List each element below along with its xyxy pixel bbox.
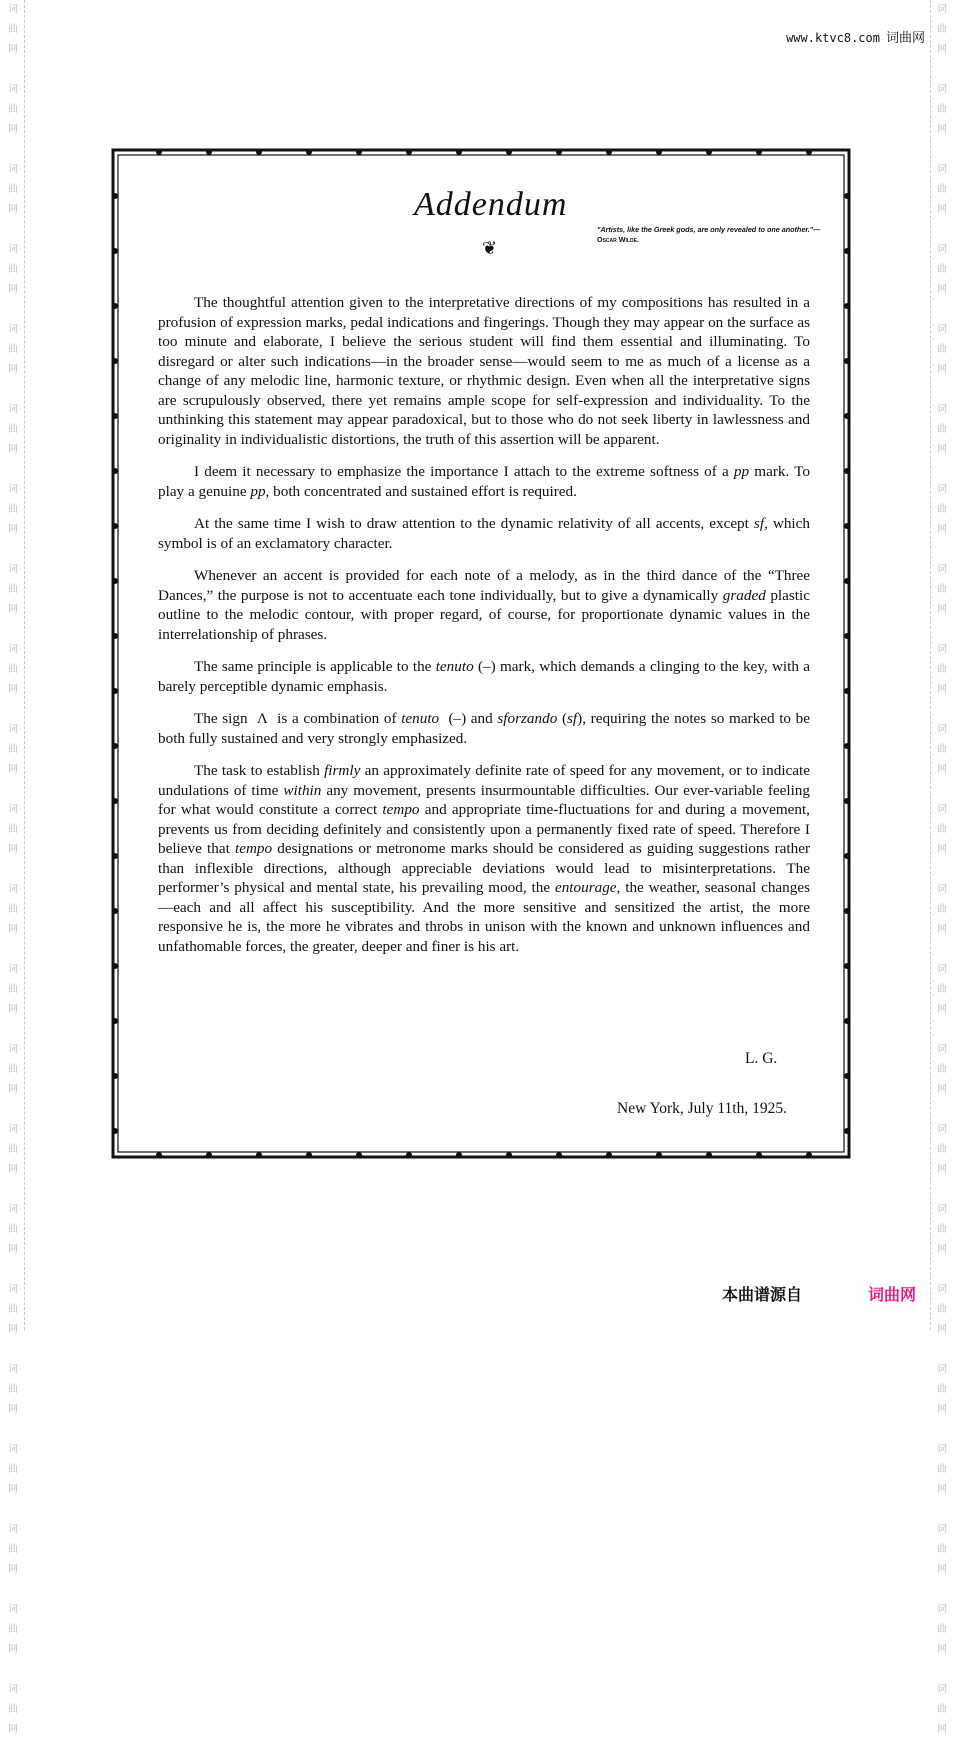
watermark-glyph: 网 — [8, 44, 18, 55]
watermark-glyph: 网 — [937, 604, 947, 615]
watermark-glyph: 词 — [8, 964, 18, 975]
paragraph: I deem it necessary to emphasize the importance I attach to the extreme softness of a pp mark. To play a genuine pp, both concentrated and sustained effort is required. — [158, 463, 810, 500]
watermark-glyph: 网 — [8, 1004, 18, 1015]
watermark-glyph: 曲 — [8, 1304, 18, 1315]
watermark-glyph: 网 — [8, 524, 18, 535]
watermark-glyph-group — [937, 80, 947, 140]
watermark-glyph: 网 — [8, 1084, 18, 1095]
border-knot — [112, 798, 118, 804]
watermark-glyph: 网 — [8, 1244, 18, 1255]
watermark-glyph: 曲 — [937, 1304, 947, 1315]
watermark-glyph: 词 — [8, 484, 18, 495]
watermark-glyph: 网 — [8, 1724, 18, 1735]
watermark-glyph: 曲 — [937, 824, 947, 835]
watermark-glyph: 词 — [8, 164, 18, 175]
watermark-glyph: 曲 — [8, 824, 18, 835]
border-knot — [112, 193, 118, 199]
watermark-glyph: 网 — [8, 1404, 18, 1415]
border-knot — [844, 743, 850, 749]
watermark-glyph: 曲 — [937, 264, 947, 275]
watermark-glyph: 网 — [8, 204, 18, 215]
watermark-glyph: 曲 — [937, 1144, 947, 1155]
watermark-glyph: 词 — [937, 84, 947, 95]
watermark-glyph-group — [937, 480, 947, 540]
paragraph: The thoughtful attention given to the interpretative directions of my compositions has resulted in a profusion of expression marks, pedal indications and fingerings. Though they may appear on the surface as too minute and elaborate, I believe the serious student will find them essential and illuminating. To disregard or alter such indications—in the broader sense—would seem to me as much of a license as a change of any melodic line, harmonic texture, or rhythmic design. Even when all the interpretative signs are scrupulously observed, there yet remains ample scope for self-expression and individuality. To the unthinking this statement may appear paradoxical, but to those who do not seek liberty in lawlessness and originality in individualistic distortions, the truth of this assertion will be apparent. — [158, 294, 810, 448]
border-knot — [112, 468, 118, 474]
border-knot — [556, 1152, 562, 1158]
watermark-glyph-group — [937, 400, 947, 460]
watermark-glyph: 曲 — [937, 1064, 947, 1075]
watermark-glyph: 曲 — [937, 504, 947, 515]
watermark-glyph-group — [937, 1200, 947, 1260]
watermark-glyph: 曲 — [8, 904, 18, 915]
watermark-glyph: 网 — [937, 1564, 947, 1575]
watermark-glyph: 网 — [937, 364, 947, 375]
watermark-glyph-group — [937, 960, 947, 1020]
border-knot — [112, 1128, 118, 1134]
watermark-glyph: 曲 — [8, 664, 18, 675]
watermark-glyph: 网 — [937, 124, 947, 135]
watermark-glyph-group — [8, 560, 18, 620]
watermark-glyph-group — [937, 880, 947, 940]
watermark-glyph-group — [8, 880, 18, 940]
border-knot — [156, 149, 162, 155]
header-watermark — [786, 27, 925, 46]
watermark-glyph-group — [937, 1360, 947, 1420]
watermark-glyph: 词 — [937, 1444, 947, 1455]
border-knot — [844, 798, 850, 804]
border-knot — [756, 1152, 762, 1158]
watermark-glyph: 网 — [8, 364, 18, 375]
border-knot — [112, 248, 118, 254]
watermark-glyph-group — [937, 1520, 947, 1580]
watermark-glyph: 词 — [8, 1444, 18, 1455]
watermark-glyph-group — [937, 1040, 947, 1100]
watermark-glyph: 词 — [8, 1284, 18, 1295]
border-knot — [656, 149, 662, 155]
watermark-glyph: 词 — [8, 324, 18, 335]
watermark-glyph: 曲 — [8, 344, 18, 355]
watermark-glyph: 网 — [937, 1084, 947, 1095]
watermark-glyph-group — [8, 1040, 18, 1100]
watermark-glyph: 曲 — [8, 1464, 18, 1475]
watermark-glyph: 网 — [8, 284, 18, 295]
border-knot — [112, 908, 118, 914]
watermark-glyph: 网 — [8, 764, 18, 775]
border-knot — [606, 149, 612, 155]
watermark-glyph: 词 — [8, 84, 18, 95]
watermark-glyph: 词 — [937, 164, 947, 175]
watermark-glyph-group — [937, 640, 947, 700]
border-knot — [606, 1152, 612, 1158]
watermark-glyph: 词 — [937, 4, 947, 15]
watermark-glyph: 词 — [937, 724, 947, 735]
watermark-glyph-group — [937, 160, 947, 220]
border-knot — [112, 523, 118, 529]
border-knot — [844, 303, 850, 309]
watermark-glyph: 网 — [937, 1004, 947, 1015]
watermark-glyph: 曲 — [937, 1704, 947, 1715]
border-knot — [406, 1152, 412, 1158]
body-text — [158, 293, 810, 969]
watermark-glyph: 网 — [8, 1484, 18, 1495]
watermark-glyph-group — [8, 240, 18, 300]
watermark-glyph: 词 — [8, 804, 18, 815]
watermark-glyph: 网 — [8, 444, 18, 455]
epigraph-author: Oscar Wilde. — [597, 235, 639, 244]
watermark-glyph: 曲 — [8, 744, 18, 755]
border-knot — [844, 908, 850, 914]
watermark-glyph: 词 — [937, 1204, 947, 1215]
source-label: 本曲谱源自 — [722, 1285, 803, 1304]
watermark-glyph: 曲 — [8, 184, 18, 195]
border-knot — [256, 1152, 262, 1158]
border-knot — [112, 963, 118, 969]
watermark-glyph-group — [937, 1440, 947, 1500]
border-knot — [806, 1152, 812, 1158]
watermark-glyph: 曲 — [937, 664, 947, 675]
watermark-glyph: 词 — [8, 1604, 18, 1615]
watermark-glyph: 曲 — [8, 1384, 18, 1395]
border-knot — [112, 303, 118, 309]
watermark-glyph-group — [937, 320, 947, 380]
watermark-glyph: 网 — [937, 444, 947, 455]
watermark-glyph-group — [8, 400, 18, 460]
watermark-glyph-group — [937, 1120, 947, 1180]
border-knot — [844, 248, 850, 254]
watermark-glyph: 词 — [8, 1684, 18, 1695]
border-knot — [112, 688, 118, 694]
watermark-glyph-group — [8, 960, 18, 1020]
border-knot — [844, 578, 850, 584]
border-knot — [656, 1152, 662, 1158]
watermark-glyph: 词 — [937, 884, 947, 895]
border-knot — [844, 963, 850, 969]
page-title: Addendum — [414, 186, 568, 223]
watermark-glyph-group — [937, 800, 947, 860]
paragraph: The task to establish firmly an approximately definite rate of speed for any movement, or to indicate undulations of time within any movement, presents insurmountable difficulties. Our ever-variable feeling for what would constitute a correct tempo and appropriate time-fluctuations for and during a movement, prevents us from deciding definitely and consistently upon a permanently fixed rate of speed. Therefore I believe that tempo designations or metronome marks should be considered as guiding suggestions rather than inflexible directions, although appreciable deviations would lead to misinterpretations. The performer’s physical and mental state, his prevailing mood, the entourage, the weather, seasonal changes—each and all affect his susceptibility. And the more sensitive and sensitized the artist, the more responsive he is, the more he vibrates and throbs in unison with the known and unknown influences and unfathomable forces, the greater, deeper and finer is his art. — [158, 762, 810, 955]
border-knot — [806, 149, 812, 155]
watermark-glyph-group — [8, 1440, 18, 1500]
watermark-glyph: 词 — [8, 404, 18, 415]
watermark-glyph: 词 — [937, 244, 947, 255]
watermark-glyph: 网 — [8, 924, 18, 935]
watermark-glyph-group — [8, 320, 18, 380]
site-url: www.ktvc8.com — [786, 31, 880, 45]
watermark-glyph: 曲 — [937, 744, 947, 755]
watermark-glyph: 网 — [8, 684, 18, 695]
watermark-glyph-group — [8, 1280, 18, 1340]
watermark-glyph: 网 — [937, 684, 947, 695]
watermark-glyph-group — [8, 1680, 18, 1740]
watermark-glyph: 词 — [8, 244, 18, 255]
watermark-glyph: 曲 — [937, 1624, 947, 1635]
watermark-glyph-group — [8, 720, 18, 780]
watermark-glyph-group — [8, 800, 18, 860]
watermark-glyph: 词 — [937, 644, 947, 655]
watermark-glyph-group — [8, 1600, 18, 1660]
watermark-glyph-group — [8, 160, 18, 220]
border-knot — [206, 1152, 212, 1158]
watermark-glyph: 词 — [937, 964, 947, 975]
border-knot — [356, 1152, 362, 1158]
watermark-glyph: 曲 — [8, 264, 18, 275]
watermark-glyph: 词 — [937, 1044, 947, 1055]
watermark-glyph: 词 — [937, 1284, 947, 1295]
watermark-glyph-group — [937, 0, 947, 60]
border-knot — [306, 1152, 312, 1158]
watermark-glyph: 网 — [8, 604, 18, 615]
epigraph-quote: "Artists, like the Greek gods, are only revealed to one another."— — [597, 225, 821, 234]
watermark-glyph-group — [937, 1680, 947, 1740]
watermark-glyph: 词 — [8, 724, 18, 735]
watermark-glyph: 曲 — [8, 984, 18, 995]
watermark-glyph: 网 — [8, 1164, 18, 1175]
border-knot — [112, 413, 118, 419]
watermark-glyph: 网 — [937, 1724, 947, 1735]
border-knot — [506, 1152, 512, 1158]
watermark-glyph: 网 — [937, 1484, 947, 1495]
border-knot — [844, 1128, 850, 1134]
watermark-glyph: 曲 — [937, 104, 947, 115]
watermark-glyph: 网 — [8, 1644, 18, 1655]
watermark-glyph-group — [937, 1280, 947, 1340]
border-knot — [506, 149, 512, 155]
border-knot — [306, 149, 312, 155]
watermark-glyph-group — [8, 0, 18, 60]
watermark-glyph: 词 — [937, 1524, 947, 1535]
watermark-glyph: 词 — [937, 1684, 947, 1695]
watermark-glyph: 词 — [937, 484, 947, 495]
watermark-glyph: 曲 — [8, 1704, 18, 1715]
border-knot — [844, 358, 850, 364]
border-knot — [112, 358, 118, 364]
watermark-glyph: 词 — [937, 324, 947, 335]
watermark-glyph: 词 — [937, 564, 947, 575]
ornament-icon: ❦ — [482, 238, 498, 258]
watermark-glyph: 网 — [8, 844, 18, 855]
watermark-glyph: 曲 — [8, 424, 18, 435]
watermark-glyph: 曲 — [937, 584, 947, 595]
epigraph — [597, 225, 822, 245]
watermark-glyph: 曲 — [8, 1224, 18, 1235]
watermark-glyph-group — [937, 1600, 947, 1660]
border-knot — [256, 149, 262, 155]
watermark-glyph: 曲 — [8, 504, 18, 515]
watermark-glyph-group — [8, 480, 18, 540]
border-knot — [456, 149, 462, 155]
border-knot — [112, 633, 118, 639]
watermark-glyph: 网 — [937, 1324, 947, 1335]
watermark-glyph-group — [8, 1520, 18, 1580]
site-name: 词曲网 — [885, 31, 925, 46]
watermark-glyph: 曲 — [8, 1064, 18, 1075]
watermark-glyph: 网 — [937, 924, 947, 935]
watermark-glyph: 网 — [8, 1324, 18, 1335]
watermark-glyph-group — [8, 80, 18, 140]
watermark-glyph: 曲 — [8, 104, 18, 115]
watermark-glyph: 网 — [8, 1564, 18, 1575]
watermark-glyph: 曲 — [937, 184, 947, 195]
watermark-glyph: 词 — [8, 564, 18, 575]
border-knot — [406, 149, 412, 155]
border-knot — [844, 468, 850, 474]
border-knot — [156, 1152, 162, 1158]
border-knot — [112, 743, 118, 749]
watermark-glyph: 网 — [937, 1644, 947, 1655]
watermark-glyph: 曲 — [937, 1544, 947, 1555]
border-knot — [844, 688, 850, 694]
watermark-glyph-group — [8, 1200, 18, 1260]
watermark-glyph-group — [937, 720, 947, 780]
paragraph: The sign Λ is a combination of tenuto (–) and sforzando (sf), requiring the notes so marked to be both fully sustained and very strongly emphasized. — [158, 710, 810, 747]
border-knot — [206, 149, 212, 155]
watermark-glyph: 网 — [937, 764, 947, 775]
paragraph: At the same time I wish to draw attention to the dynamic relativity of all accents, except sf, which symbol is of an exclamatory character. — [158, 515, 810, 552]
watermark-glyph: 曲 — [937, 1224, 947, 1235]
watermark-glyph: 网 — [937, 44, 947, 55]
border-knot — [844, 853, 850, 859]
watermark-glyph: 词 — [937, 404, 947, 415]
watermark-glyph: 词 — [8, 1524, 18, 1535]
watermark-glyph: 网 — [937, 284, 947, 295]
border-knot — [844, 193, 850, 199]
watermark-glyph: 曲 — [937, 424, 947, 435]
border-knot — [756, 149, 762, 155]
watermark-glyph: 曲 — [8, 24, 18, 35]
watermark-glyph-group — [937, 560, 947, 620]
border-knot — [844, 523, 850, 529]
watermark-glyph: 曲 — [937, 344, 947, 355]
watermark-glyph: 曲 — [8, 1544, 18, 1555]
watermark-glyph: 词 — [937, 1124, 947, 1135]
watermark-glyph: 曲 — [937, 24, 947, 35]
watermark-glyph: 词 — [8, 4, 18, 15]
border-knot — [556, 149, 562, 155]
border-knot — [112, 1073, 118, 1079]
border-knot — [112, 1018, 118, 1024]
watermark-glyph: 网 — [8, 124, 18, 135]
watermark-glyph-group — [8, 640, 18, 700]
watermark-glyph: 曲 — [8, 1624, 18, 1635]
watermark-glyph: 网 — [937, 1164, 947, 1175]
watermark-glyph: 曲 — [937, 984, 947, 995]
border-knot — [456, 1152, 462, 1158]
watermark-glyph: 词 — [937, 1364, 947, 1375]
watermark-glyph: 曲 — [937, 1464, 947, 1475]
watermark-glyph: 词 — [8, 1124, 18, 1135]
border-knot — [844, 413, 850, 419]
watermark-glyph: 网 — [937, 1404, 947, 1415]
watermark-glyph-group — [8, 1120, 18, 1180]
source-site-link[interactable]: 词曲网 — [868, 1285, 917, 1304]
border-knot — [844, 633, 850, 639]
border-knot — [844, 1073, 850, 1079]
watermark-glyph: 词 — [937, 804, 947, 815]
watermark-glyph: 网 — [937, 204, 947, 215]
watermark-glyph: 网 — [937, 524, 947, 535]
border-knot — [706, 149, 712, 155]
watermark-glyph-group — [8, 1360, 18, 1420]
border-knot — [112, 853, 118, 859]
watermark-glyph: 曲 — [937, 904, 947, 915]
signature: L. G. — [745, 1050, 778, 1067]
watermark-glyph: 网 — [937, 844, 947, 855]
watermark-glyph: 词 — [8, 1364, 18, 1375]
watermark-glyph: 词 — [8, 1044, 18, 1055]
border-knot — [356, 149, 362, 155]
watermark-glyph: 词 — [8, 884, 18, 895]
watermark-glyph: 曲 — [8, 584, 18, 595]
border-knot — [112, 578, 118, 584]
left-watermark-strip — [2, 0, 25, 1735]
place-date: New York, July 11th, 1925. — [617, 1100, 787, 1117]
watermark-glyph-group — [937, 240, 947, 300]
watermark-glyph: 网 — [937, 1244, 947, 1255]
watermark-glyph: 词 — [8, 644, 18, 655]
border-knot — [706, 1152, 712, 1158]
watermark-glyph: 词 — [8, 1204, 18, 1215]
watermark-glyph: 曲 — [8, 1144, 18, 1155]
paragraph: Whenever an accent is provided for each note of a melody, as in the third dance of the “Three Dances,” the purpose is not to accentuate each tone individually, but to give a dynamically graded plastic outline to the melodic contour, with proper regard, of course, for proportionate dynamic values in the interrelationship of phrases. — [158, 567, 810, 643]
border-knot — [844, 1018, 850, 1024]
right-watermark-strip — [930, 0, 953, 1735]
watermark-glyph: 词 — [937, 1604, 947, 1615]
paragraph: The same principle is applicable to the tenuto (–) mark, which demands a clinging to the key, with a barely perceptible dynamic emphasis. — [158, 658, 810, 695]
watermark-glyph: 曲 — [937, 1384, 947, 1395]
